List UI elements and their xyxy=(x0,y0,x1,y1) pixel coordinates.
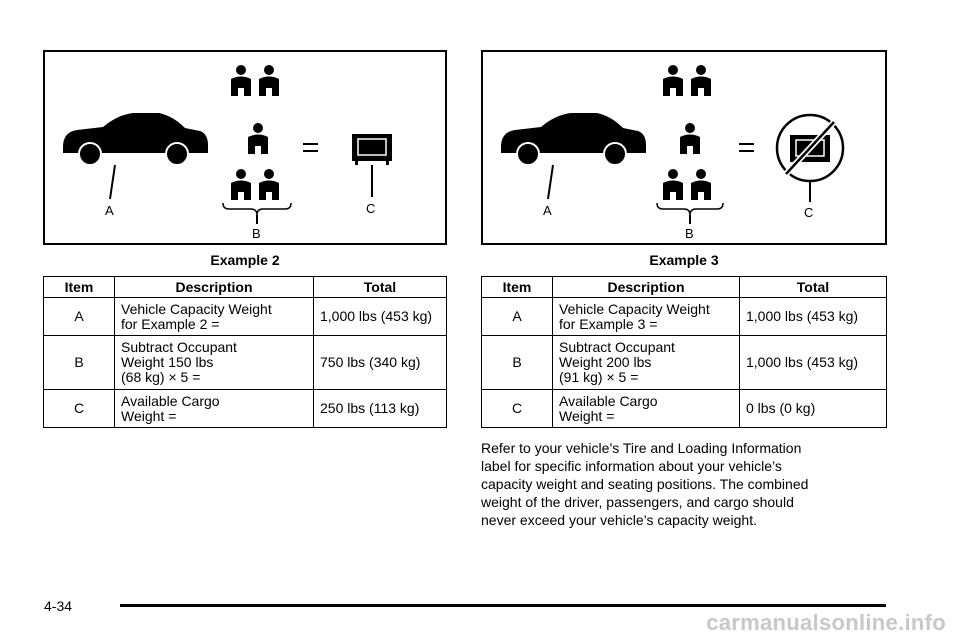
row-item: C xyxy=(44,390,115,428)
paragraph-line: Refer to your vehicle’s Tire and Loading Information xyxy=(481,440,802,456)
brace xyxy=(657,203,723,215)
example-2-diagram xyxy=(43,50,447,245)
label-a: A xyxy=(105,203,114,218)
row-total: 750 lbs (340 kg) xyxy=(314,336,447,390)
table-header-row xyxy=(44,277,447,298)
label-b: B xyxy=(685,226,694,241)
header-description: Description xyxy=(553,277,740,298)
header-total: Total xyxy=(314,277,447,298)
row-item: A xyxy=(482,298,553,336)
row-total: 0 lbs (0 kg) xyxy=(740,390,887,428)
example-3-illustration xyxy=(483,52,889,247)
paragraph-line: weight of the driver, passengers, and cargo should xyxy=(481,494,794,510)
example-3-caption: Example 3 xyxy=(649,252,719,268)
occupant-icon xyxy=(680,123,700,154)
occupant-icon xyxy=(663,65,711,96)
occupant-icon xyxy=(663,169,711,200)
row-item: A xyxy=(44,298,115,336)
footer-rule xyxy=(120,604,886,607)
row-description: Available Cargo Weight = xyxy=(553,390,740,428)
table-row xyxy=(44,390,447,428)
paragraph-line: label for specific information about your vehicle’s xyxy=(481,458,782,474)
table-row xyxy=(482,390,887,428)
watermark: carmanualsonline.info xyxy=(706,610,946,635)
equals-sign xyxy=(739,144,754,151)
occupant-icon xyxy=(231,169,279,200)
occupant-icon xyxy=(231,65,279,96)
example-2-caption: Example 2 xyxy=(210,252,280,268)
table-row xyxy=(482,298,887,336)
label-a: A xyxy=(543,203,552,218)
example-3-table xyxy=(481,276,887,428)
body-paragraph xyxy=(481,439,881,529)
brace xyxy=(223,203,291,215)
example-2-illustration xyxy=(45,52,449,247)
label-b: B xyxy=(252,226,261,241)
row-item: B xyxy=(44,336,115,390)
header-item: Item xyxy=(44,277,115,298)
equals-sign xyxy=(303,144,318,151)
example-2-table xyxy=(43,276,447,428)
row-description: Available Cargo Weight = xyxy=(115,390,314,428)
page-number: 4-34 xyxy=(44,598,73,614)
cargo-icon xyxy=(352,134,392,197)
label-c: C xyxy=(804,205,814,220)
table-row xyxy=(482,336,887,390)
row-total: 250 lbs (113 kg) xyxy=(314,390,447,428)
row-item: B xyxy=(482,336,553,390)
table-header-row xyxy=(482,277,887,298)
row-description: Subtract Occupant Weight 200 lbs (91 kg) × 5 = xyxy=(553,336,740,390)
row-total: 1,000 lbs (453 kg) xyxy=(740,298,887,336)
paragraph-line: capacity weight and seating positions. The combined xyxy=(481,476,809,492)
paragraph-line: never exceed your vehicle’s capacity weight. xyxy=(481,512,758,528)
row-description: Subtract Occupant Weight 150 lbs (68 kg) × 5 = xyxy=(115,336,314,390)
example-3-diagram xyxy=(481,50,887,245)
row-item: C xyxy=(482,390,553,428)
no-cargo-icon xyxy=(777,115,843,202)
header-total: Total xyxy=(740,277,887,298)
row-description: Vehicle Capacity Weight for Example 2 = xyxy=(115,298,314,336)
occupant-icon xyxy=(248,123,268,154)
row-description: Vehicle Capacity Weight for Example 3 = xyxy=(553,298,740,336)
table-row xyxy=(44,298,447,336)
car-icon xyxy=(501,113,646,199)
label-c: C xyxy=(366,201,376,216)
row-total: 1,000 lbs (453 kg) xyxy=(314,298,447,336)
row-total: 1,000 lbs (453 kg) xyxy=(740,336,887,390)
car-icon xyxy=(63,113,208,199)
header-item: Item xyxy=(482,277,553,298)
table-row xyxy=(44,336,447,390)
header-description: Description xyxy=(115,277,314,298)
